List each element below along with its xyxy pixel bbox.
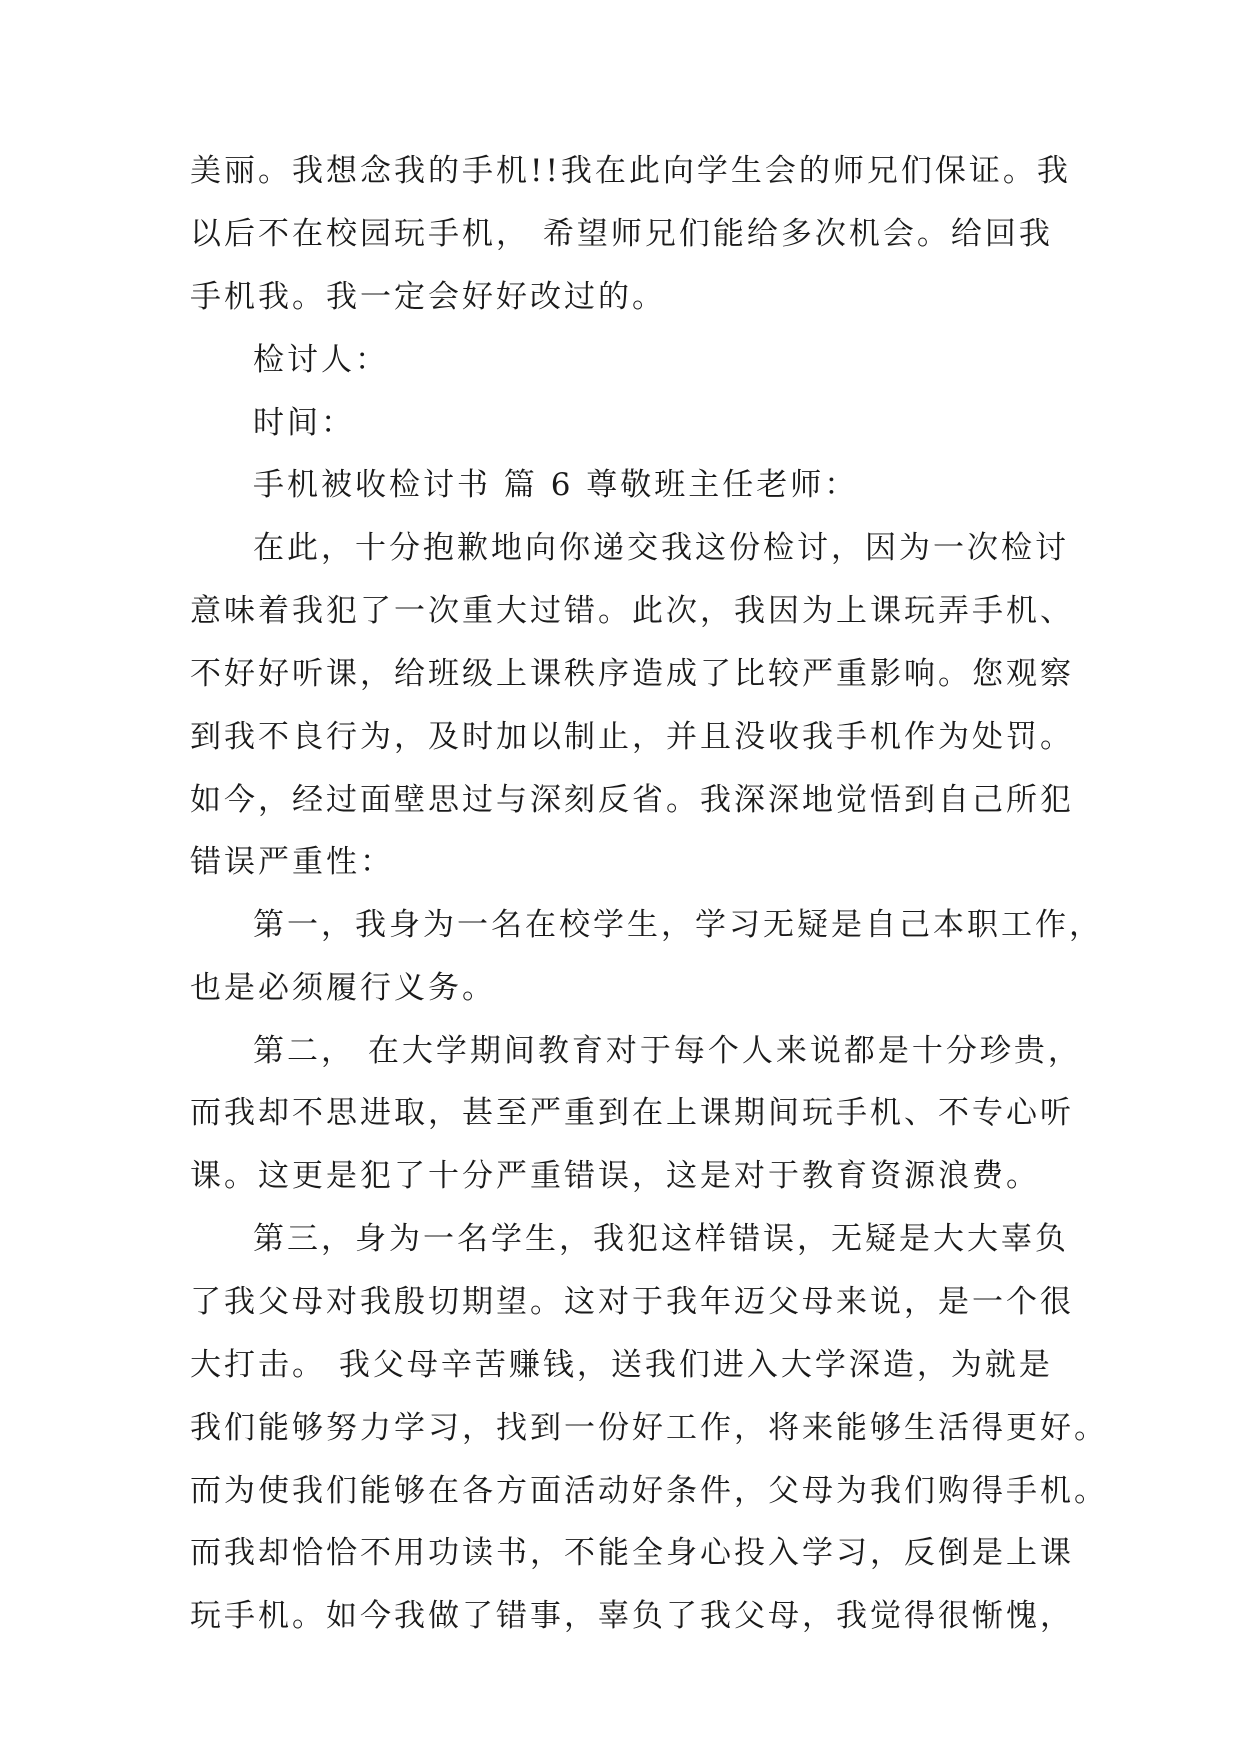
point-three-line-4: 我们能够努力学习，找到一份好工作，将来能够生活得更好。 [190, 1410, 1108, 1446]
signature-label: 检讨人： [253, 342, 389, 378]
point-two-line-2: 而我却不思进取，甚至严重到在上课期间玩手机、不专心听 [190, 1095, 1074, 1131]
point-three-line-6: 而我却恰恰不用功读书，不能全身心投入学习，反倒是上课 [190, 1535, 1074, 1571]
body-line-2: 以后不在校园玩手机， 希望师兄们能给多次机会。给回我 [190, 216, 1053, 252]
point-three-line-5: 而为使我们能够在各方面活动好条件，父母为我们购得手机。 [190, 1473, 1108, 1509]
body-line-1: 美丽。我想念我的手机!!我在此向学生会的师兄们保证。我 [190, 153, 1071, 189]
body-line-3: 手机我。我一定会好好改过的。 [190, 279, 666, 315]
body-line-9: 不好好听课，给班级上课秩序造成了比较严重影响。您观察 [190, 656, 1074, 692]
point-one-line-1: 第一，我身为一名在校学生，学习无疑是自己本职工作， [253, 907, 1103, 943]
date-label: 时间： [253, 405, 355, 441]
point-one-line-2: 也是必须履行义务。 [190, 970, 496, 1006]
body-line-11: 如今，经过面壁思过与深刻反省。我深深地觉悟到自己所犯 [190, 782, 1074, 818]
point-two-line-1: 第二， 在大学期间教育对于每个人来说都是十分珍贵， [253, 1033, 1082, 1069]
body-line-12: 错误严重性： [190, 844, 394, 880]
body-line-10: 到我不良行为，及时加以制止，并且没收我手机作为处罚。 [190, 719, 1074, 755]
section-heading: 手机被收检讨书 篇 6 尊敬班主任老师： [253, 467, 859, 503]
point-three-line-1: 第三，身为一名学生，我犯这样错误，无疑是大大辜负 [253, 1221, 1069, 1257]
body-line-8: 意味着我犯了一次重大过错。此次，我因为上课玩弄手机、 [190, 593, 1074, 629]
point-three-line-7: 玩手机。如今我做了错事，辜负了我父母，我觉得很惭愧， [190, 1598, 1074, 1634]
body-line-7: 在此，十分抱歉地向你递交我这份检讨，因为一次检讨 [253, 530, 1069, 566]
point-two-line-3: 课。这更是犯了十分严重错误，这是对于教育资源浪费。 [190, 1158, 1040, 1194]
point-three-line-2: 了我父母对我殷切期望。这对于我年迈父母来说，是一个很 [190, 1284, 1074, 1320]
point-three-line-3: 大打击。 我父母辛苦赚钱，送我们进入大学深造，为就是 [190, 1347, 1053, 1383]
